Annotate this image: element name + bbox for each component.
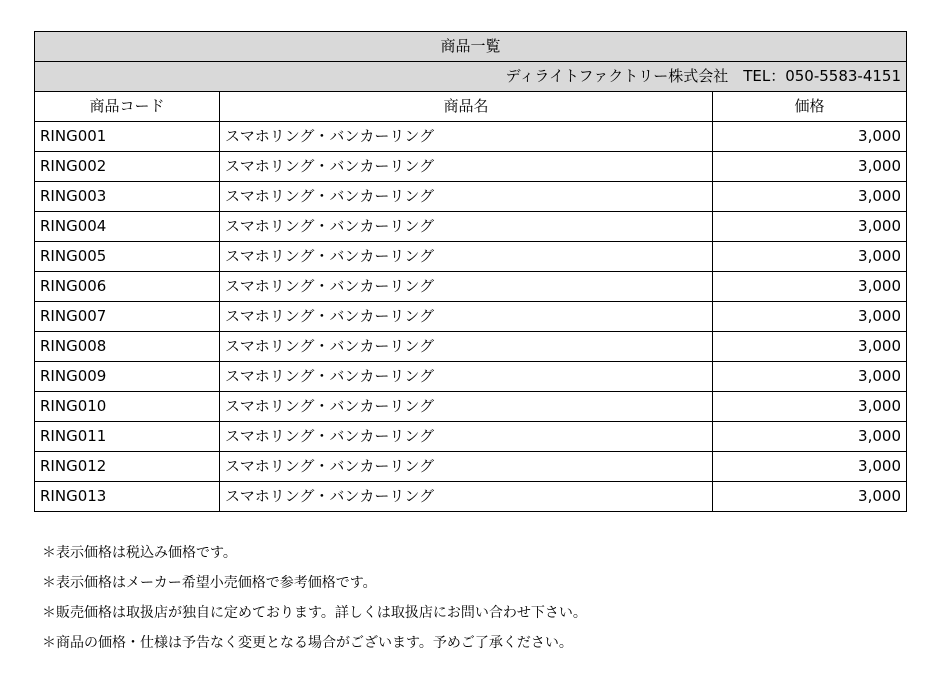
product-price-cell: 3,000	[713, 182, 907, 212]
product-price-cell: 3,000	[713, 212, 907, 242]
product-code-cell: RING012	[35, 452, 220, 482]
column-header-name: 商品名	[220, 92, 713, 122]
product-name-cell: スマホリング・バンカーリング	[220, 152, 713, 182]
product-name-cell: スマホリング・バンカーリング	[220, 392, 713, 422]
product-code-cell: RING003	[35, 182, 220, 212]
table-row	[35, 122, 907, 152]
product-price-cell: 3,000	[713, 152, 907, 182]
note-msrp: ＊表示価格はメーカー希望小売価格で参考価格です。	[42, 575, 377, 591]
product-code-cell: RING004	[35, 212, 220, 242]
product-list-table	[34, 31, 907, 512]
title-row	[35, 32, 907, 62]
product-name-cell: スマホリング・バンカーリング	[220, 362, 713, 392]
column-header-code: 商品コード	[35, 92, 220, 122]
product-code-cell: RING011	[35, 422, 220, 452]
note-tax: ＊表示価格は税込み価格です。	[42, 545, 237, 561]
table-row	[35, 422, 907, 452]
product-code-cell: RING013	[35, 482, 220, 512]
table-row	[35, 212, 907, 242]
product-price-cell: 3,000	[713, 452, 907, 482]
table-row	[35, 242, 907, 272]
column-header-price: 価格	[713, 92, 907, 122]
note-retailer: ＊販売価格は取扱店が独自に定めております。詳しくは取扱店にお問い合わせ下さい。	[42, 605, 587, 621]
company-info: ディライトファクトリー株式会社 TEL：050-5583-4151	[35, 62, 907, 92]
table-row	[35, 272, 907, 302]
product-name-cell: スマホリング・バンカーリング	[220, 212, 713, 242]
product-code-cell: RING006	[35, 272, 220, 302]
product-price-cell: 3,000	[713, 482, 907, 512]
company-row	[35, 62, 907, 92]
table-row	[35, 182, 907, 212]
table-row	[35, 482, 907, 512]
product-name-cell: スマホリング・バンカーリング	[220, 182, 713, 212]
product-name-cell: スマホリング・バンカーリング	[220, 332, 713, 362]
product-code-cell: RING005	[35, 242, 220, 272]
table-row	[35, 152, 907, 182]
table-row	[35, 452, 907, 482]
product-name-cell: スマホリング・バンカーリング	[220, 242, 713, 272]
product-price-cell: 3,000	[713, 302, 907, 332]
product-name-cell: スマホリング・バンカーリング	[220, 422, 713, 452]
product-name-cell: スマホリング・バンカーリング	[220, 482, 713, 512]
note-change: ＊商品の価格・仕様は予告なく変更となる場合がございます。予めご了承ください。	[42, 635, 573, 651]
table-row	[35, 362, 907, 392]
column-header-row	[35, 92, 907, 122]
table-row	[35, 302, 907, 332]
product-price-cell: 3,000	[713, 272, 907, 302]
product-code-cell: RING008	[35, 332, 220, 362]
table-row	[35, 392, 907, 422]
product-name-cell: スマホリング・バンカーリング	[220, 122, 713, 152]
table-title: 商品一覧	[35, 32, 907, 62]
product-name-cell: スマホリング・バンカーリング	[220, 302, 713, 332]
product-price-cell: 3,000	[713, 392, 907, 422]
product-price-cell: 3,000	[713, 332, 907, 362]
product-code-cell: RING009	[35, 362, 220, 392]
product-name-cell: スマホリング・バンカーリング	[220, 452, 713, 482]
product-price-cell: 3,000	[713, 242, 907, 272]
product-name-cell: スマホリング・バンカーリング	[220, 272, 713, 302]
product-price-cell: 3,000	[713, 362, 907, 392]
product-code-cell: RING010	[35, 392, 220, 422]
product-price-cell: 3,000	[713, 122, 907, 152]
product-code-cell: RING002	[35, 152, 220, 182]
product-price-cell: 3,000	[713, 422, 907, 452]
notes-section	[42, 538, 587, 658]
product-code-cell: RING001	[35, 122, 220, 152]
product-code-cell: RING007	[35, 302, 220, 332]
table-row	[35, 332, 907, 362]
